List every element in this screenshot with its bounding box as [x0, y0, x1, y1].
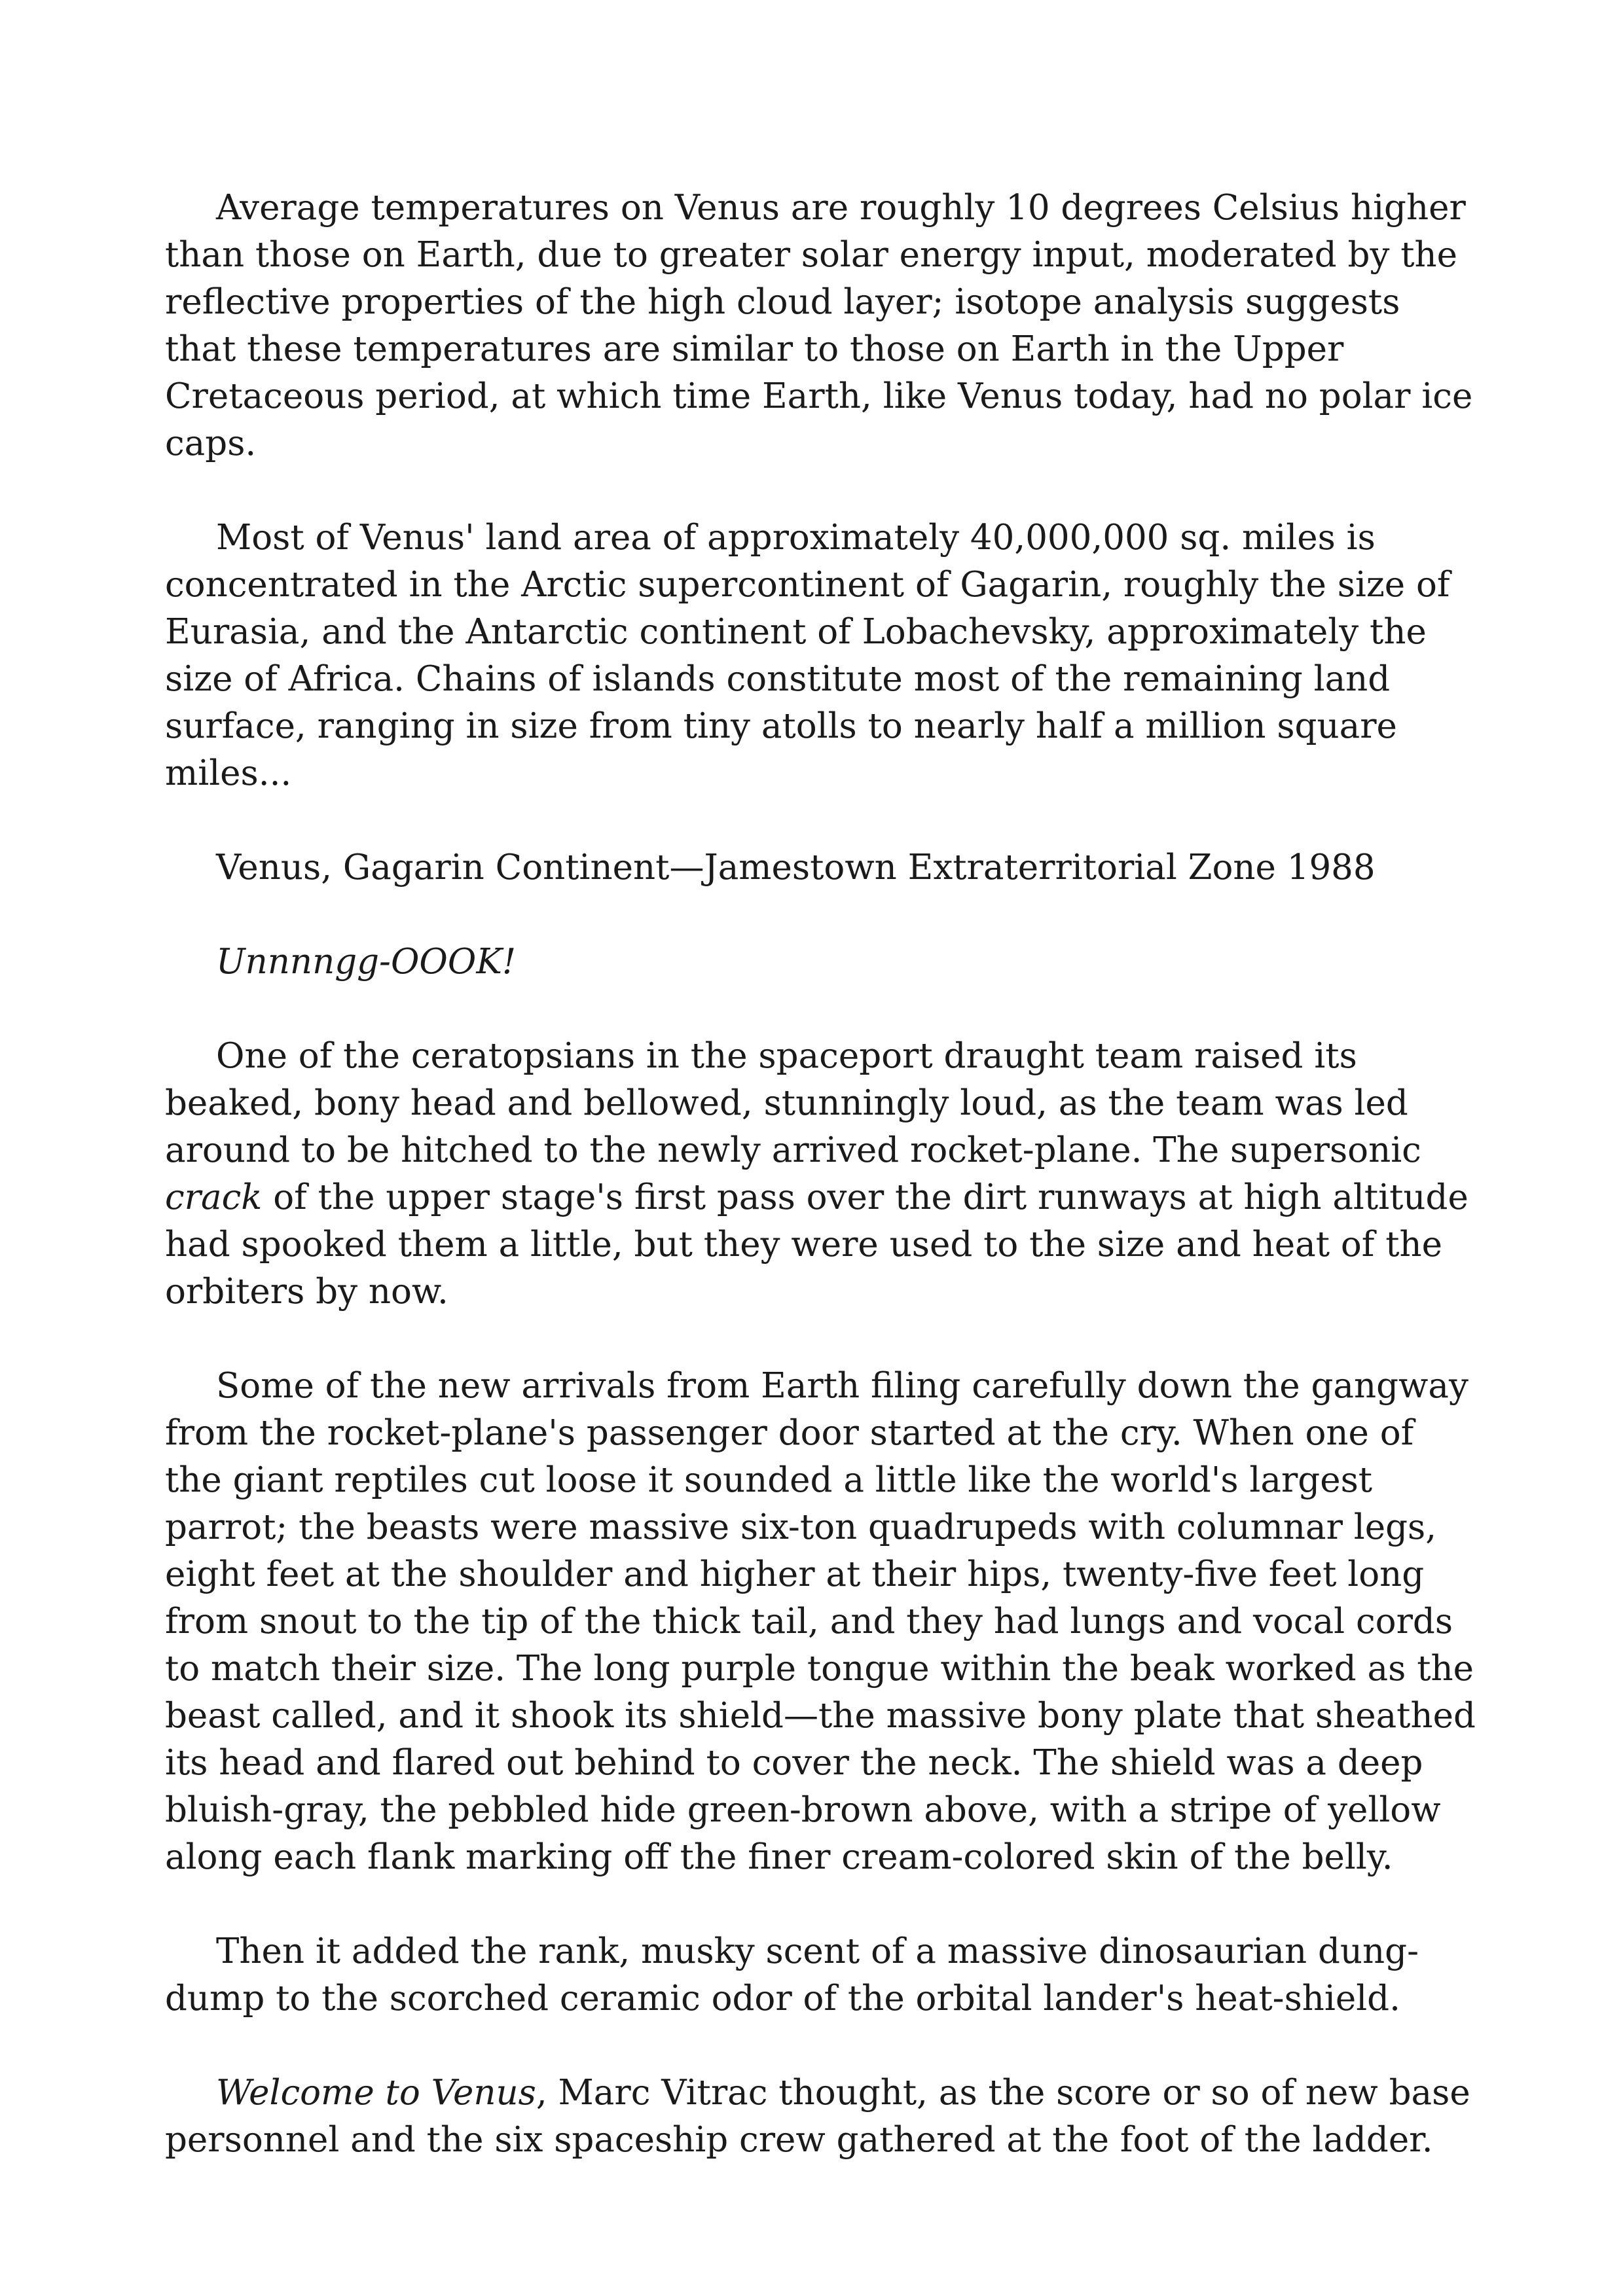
scene-heading	[165, 844, 1481, 891]
paragraph-venus-temperatures	[165, 185, 1481, 467]
paragraph-text: Then it added the rank, musky scent of a massive dinosaurian dung-dump to the scorched ceramic odor of the orbital lander's heat-shield.	[165, 1931, 1419, 2018]
body-text	[165, 185, 1481, 2164]
paragraph-text: Most of Venus' land area of approximately 40,000,000 sq. miles is concentrated in the Arctic supercontinent of Gagarin, roughly the size of Eurasia, and the Antarctic continent of Lobachevsky, approximately the size of Africa. Chains of islands constitute most of the remaining land surface, ranging in size from tiny atolls to nearly half a million square miles...	[165, 518, 1450, 793]
paragraph-ceratopsian-bellow	[165, 1033, 1481, 1316]
paragraph-text: , Marc Vitrac thought, as the score or so of new base personnel and the six spaceship crew gathered at the foot of the ladder.	[165, 2073, 1470, 2160]
emphasis-text: Welcome to Venus	[216, 2073, 536, 2113]
scene-heading-text: Venus, Gagarin Continent—Jamestown Extraterritorial Zone 1988	[216, 848, 1376, 888]
paragraph-welcome-to-venus	[165, 2070, 1481, 2164]
paragraph-text: of the upper stage's first pass over the dirt runways at high altitude had spooked them a little, but they were used to the size and heat of the orbiters by now.	[165, 1177, 1468, 1312]
paragraph-text: One of the ceratopsians in the spaceport draught team raised its beaked, bony head and bellowed, stunningly loud, as the team was led around to be hitched to the newly arrived rocket-plane. The supersonic	[165, 1036, 1421, 1170]
paragraph-venus-land-area	[165, 514, 1481, 797]
sound-effect-text: Unnnngg-OOOK!	[216, 942, 517, 982]
paragraph-new-arrivals	[165, 1363, 1481, 1881]
sound-effect-line	[165, 939, 1481, 986]
paragraph-text: Average temperatures on Venus are roughly 10 degrees Celsius higher than those on Earth, due to greater solar energy input, moderated by the reflective properties of the high cloud layer; isotope analysis suggests that these temperatures are similar to those on Earth in the Upper Cretaceous period, at which time Earth, like Venus today, had no polar ice caps.	[165, 188, 1473, 463]
emphasis-text: crack	[165, 1177, 263, 1217]
paragraph-dung-scent	[165, 1928, 1481, 2022]
paragraph-text: Some of the new arrivals from Earth filing carefully down the gangway from the rocket-plane's passenger door started at the cry. When one of the giant reptiles cut loose it sounded a little like the world's largest parrot; the beasts were massive six-ton quadrupeds with columnar legs, eight feet at the shoulder and higher at their hips, twenty-five feet long from snout to the tip of the thick tail, and they had lungs and vocal cords to match their size. The long purple tongue within the beak worked as the beast called, and it shook its shield—the massive bony plate that sheathed its head and flared out behind to cover the neck. The shield was a deep bluish-gray, the pebbled hide green-brown above, with a stripe of yellow along each flank marking off the finer cream-colored skin of the belly.	[165, 1366, 1476, 1877]
